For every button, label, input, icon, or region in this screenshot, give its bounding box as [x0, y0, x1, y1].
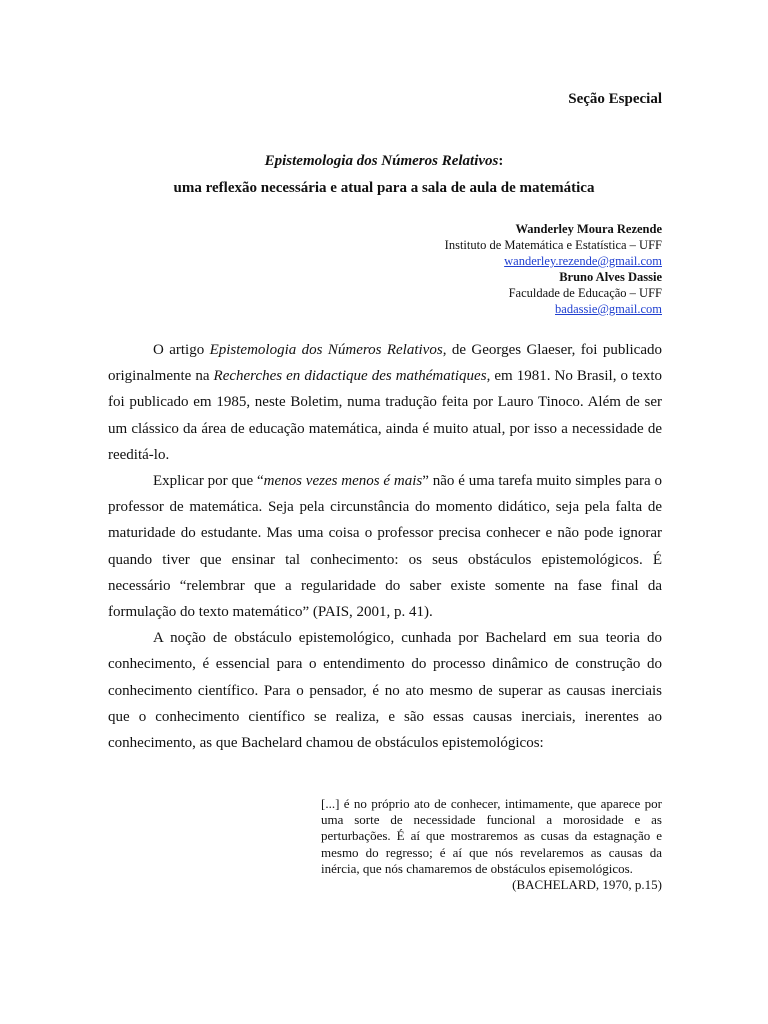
text-run: ” não é uma tarefa muito simples para o professor de matemática. Seja pela circunstância do momento didático, seja pela falta de maturidade do estudante. Mas uma coisa o professor precisa conhecer e não pode ignorar quando tiver que ensinar tal conhecimento: os seus obstáculos epistemológicos. É necessário “relembrar que a regularidade do saber existe somente na fase final da formulação do texto matemático” (PAIS, 2001, p. 41).: [108, 473, 663, 621]
author-name: Bruno Alves Dassie: [559, 270, 662, 284]
paragraph-1: [108, 337, 662, 468]
quote-citation: (BACHELARD, 1970, p.15): [512, 877, 662, 893]
title-main: Epistemologia dos Números Relativos: [264, 153, 499, 169]
title-line-1: [0, 148, 768, 175]
author-email-link[interactable]: badassie@gmail.com: [555, 302, 662, 316]
text-run: O artigo: [153, 342, 210, 358]
author-email-link[interactable]: wanderley.rezende@gmail.com: [504, 254, 662, 268]
block-quote: [321, 796, 662, 893]
title-colon: :: [498, 153, 504, 169]
paragraph-3: A noção de obstáculo epistemológico, cunhada por Bachelard em sua teoria do conhecimento, é essencial para o entendimento do processo dinâmico de construção do conhecimento científico. Para o pensador, é no ato mesmo de superar as causas inerciais que o conhecimento científico se realiza, e são essas causas inerciais, inerentes ao conhecimento, as que Bachelard chamou de obstáculos epistemológicos:: [108, 630, 662, 752]
author-affiliation: Instituto de Matemática e Estatística – UFF: [444, 238, 662, 252]
author-block: [445, 221, 662, 317]
italic-run: Epistemologia dos Números Relativos: [209, 342, 443, 358]
quote-text: [...] é no próprio ato de conhecer, intimamente, que aparece por uma sorte de necessidade funcional a morosidade e as perturbações. É aí que mostraremos as cusas da estagnação e mesmo do regresso; é aí que nós revelaremos as causas da inércia, que nós chamaremos de obstáculos episemológicos.: [321, 796, 662, 876]
text-run: , em 1981. No Brasil, o texto foi publicado em 1985, neste Boletim, numa tradução feita por Lauro Tinoco. Além de ser um clássico da área de educação matemática, ainda é muito atual, por isso a necessidade de reeditá-lo.: [108, 368, 663, 463]
title-subtitle: uma reflexão necessária e atual para a sala de aula de matemática: [173, 180, 595, 196]
article-body: [108, 337, 662, 756]
author-affiliation: Faculdade de Educação – UFF: [508, 286, 662, 300]
author-name: Wanderley Moura Rezende: [515, 222, 662, 236]
text-run: Explicar por que “: [153, 473, 264, 490]
paragraph-2: [108, 468, 662, 625]
text-run: , de Georges Glaeser, foi publicado originalmente na: [108, 342, 662, 385]
section-heading: Seção Especial: [568, 91, 662, 107]
article-title: [0, 148, 768, 202]
italic-run: menos vezes menos é mais: [263, 473, 423, 490]
italic-run: Recherches en didactique des mathématiques: [213, 368, 487, 385]
